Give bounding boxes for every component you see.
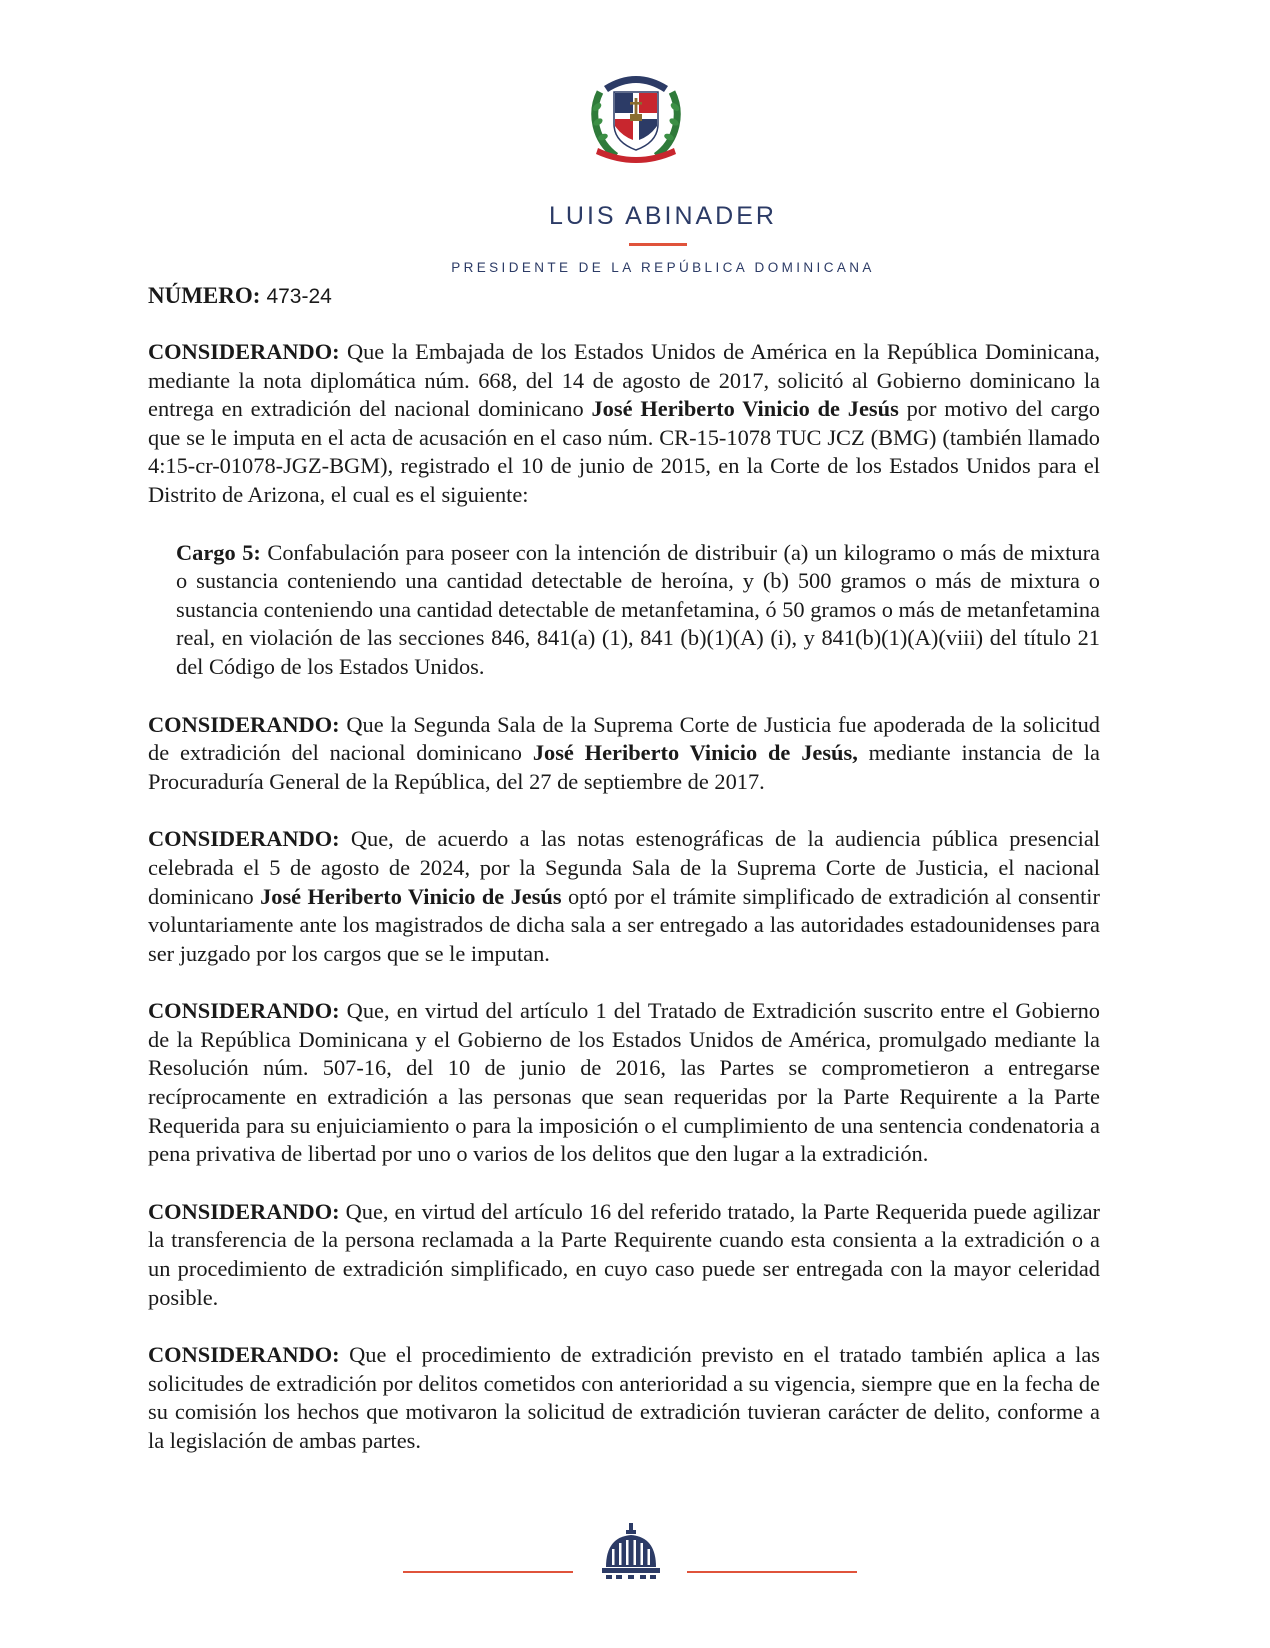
coat-of-arms-icon <box>582 62 690 170</box>
considerando-paragraph <box>148 1198 1100 1312</box>
paragraph-bold-name: José Heriberto Vinicio de Jesús <box>260 883 562 909</box>
footer-divider-right <box>687 1571 857 1573</box>
palace-dome-icon <box>598 1523 664 1581</box>
decree-number <box>148 283 332 309</box>
considerando-paragraph <box>148 338 1100 510</box>
paragraph-text: Que, en virtud del artículo 16 del referido tratado, la Parte Requerida puede agilizar la transferencia de la persona reclamada a la Parte Requirente cuando esta consienta a la extradición o a un procedimiento de extradición simplificado, en cuyo caso puede ser entregada con la mayor celeridad posible. <box>148 1198 1100 1310</box>
president-title: PRESIDENTE DE LA REPÚBLICA DOMINICANA <box>451 260 875 275</box>
charge-paragraph <box>176 539 1100 682</box>
paragraph-text: Que, de acuerdo a las notas estenográficas de la audiencia pública presencial celebrada el 5 de agosto de 2024, por la Segunda Sala de la Suprema Corte de Justicia, el nacional dominicano <box>148 826 1100 909</box>
footer-divider-left <box>403 1571 573 1573</box>
paragraph-text: Que la Segunda Sala de la Suprema Corte de Justicia fue apoderada de la solicitud de extradición del nacional dominicano <box>148 711 1100 766</box>
charge-text: Confabulación para poseer con la intención de distribuir (a) un kilogramo o más de mixtura o sustancia conteniendo una cantidad detectable de heroína, y (b) 500 gramos o más de mixtura o sustancia conteniendo una cantidad detectable de metanfetamina, ó 50 gramos o más de metanfetamina real, en violación de las secciones 846, 841(a) (1), 841 (b)(1)(A) (i), y 841(b)(1)(A)(viii) del título 21 del Código de los Estados Unidos. <box>176 539 1100 679</box>
decree-number-value: 473-24 <box>266 285 332 308</box>
paragraph-bold-name: José Heriberto Vinicio de Jesús, <box>532 740 858 766</box>
charge-lead: Cargo 5: <box>176 539 261 565</box>
paragraph-text: optó por el trámite simplificado de extradición al consentir voluntariamente ante los magistrados de dicha sala a ser entregado a las autoridades estadounidenses para ser juzgado por los cargos que se le imputan. <box>148 883 1100 966</box>
paragraph-lead: CONSIDERANDO: <box>148 711 340 737</box>
paragraph-lead: CONSIDERANDO: <box>148 339 340 364</box>
considerando-paragraph <box>148 711 1100 797</box>
document-body <box>148 338 1100 1485</box>
paragraph-text: Que el procedimiento de extradición previsto en el tratado también aplica a las solicitudes de extradición por delitos cometidos con anterioridad a su vigencia, siempre que en la fecha de su comisión los hechos que motivaron la solicitud de extradición tuvieran carácter de delito, conforme a la legislación de ambas partes. <box>148 1342 1100 1453</box>
considerando-paragraph <box>148 997 1100 1169</box>
paragraph-lead: CONSIDERANDO: <box>148 826 340 852</box>
paragraph-text: por motivo del cargo que se le imputa en el acta de acusación en el caso núm. CR-15-1078 TUC JCZ (BMG) (también llamado 4:15-cr-01078-JGZ-BGM), registrado el 10 de junio de 2015, en la Corte de los Estados Unidos para el Distrito de Arizona, el cual es el siguiente: <box>148 396 1100 507</box>
paragraph-lead: CONSIDERANDO: <box>148 998 340 1024</box>
paragraph-bold-name: José Heriberto Vinicio de Jesús <box>591 396 899 422</box>
paragraph-text: mediante instancia de la Procuraduría General de la República, del 27 de septiembre de 2017. <box>148 740 1100 794</box>
paragraph-text: Que, en virtud del artículo 1 del Tratado de Extradición suscrito entre el Gobierno de la República Dominicana y el Gobierno de los Estados Unidos de América, promulgado mediante la Resolución núm. 507-16, del 10 de junio de 2016, las Partes se comprometieron a entregarse recíprocamente en extradición a las personas que sean requeridas por la Parte Requirente a la Parte Requerida para su enjuiciamiento o para la imposición o el cumplimiento de una sentencia condenatoria a pena privativa de libertad por uno o varios de los delitos que den lugar a la extradición. <box>148 998 1100 1167</box>
paragraph-lead: CONSIDERANDO: <box>148 1198 340 1224</box>
president-name: LUIS ABINADER <box>549 202 777 230</box>
considerando-paragraph <box>148 825 1100 968</box>
decree-number-label: NÚMERO: <box>148 283 261 308</box>
header-divider <box>629 243 687 246</box>
paragraph-text: Que la Embajada de los Estados Unidos de América en la República Dominicana, mediante la nota diplomática núm. 668, del 14 de agosto de 2017, solicitó al Gobierno dominicano la entrega en extradición del nacional dominicano <box>148 339 1100 422</box>
considerando-paragraph <box>148 1341 1100 1455</box>
paragraph-lead: CONSIDERANDO: <box>148 1342 340 1368</box>
